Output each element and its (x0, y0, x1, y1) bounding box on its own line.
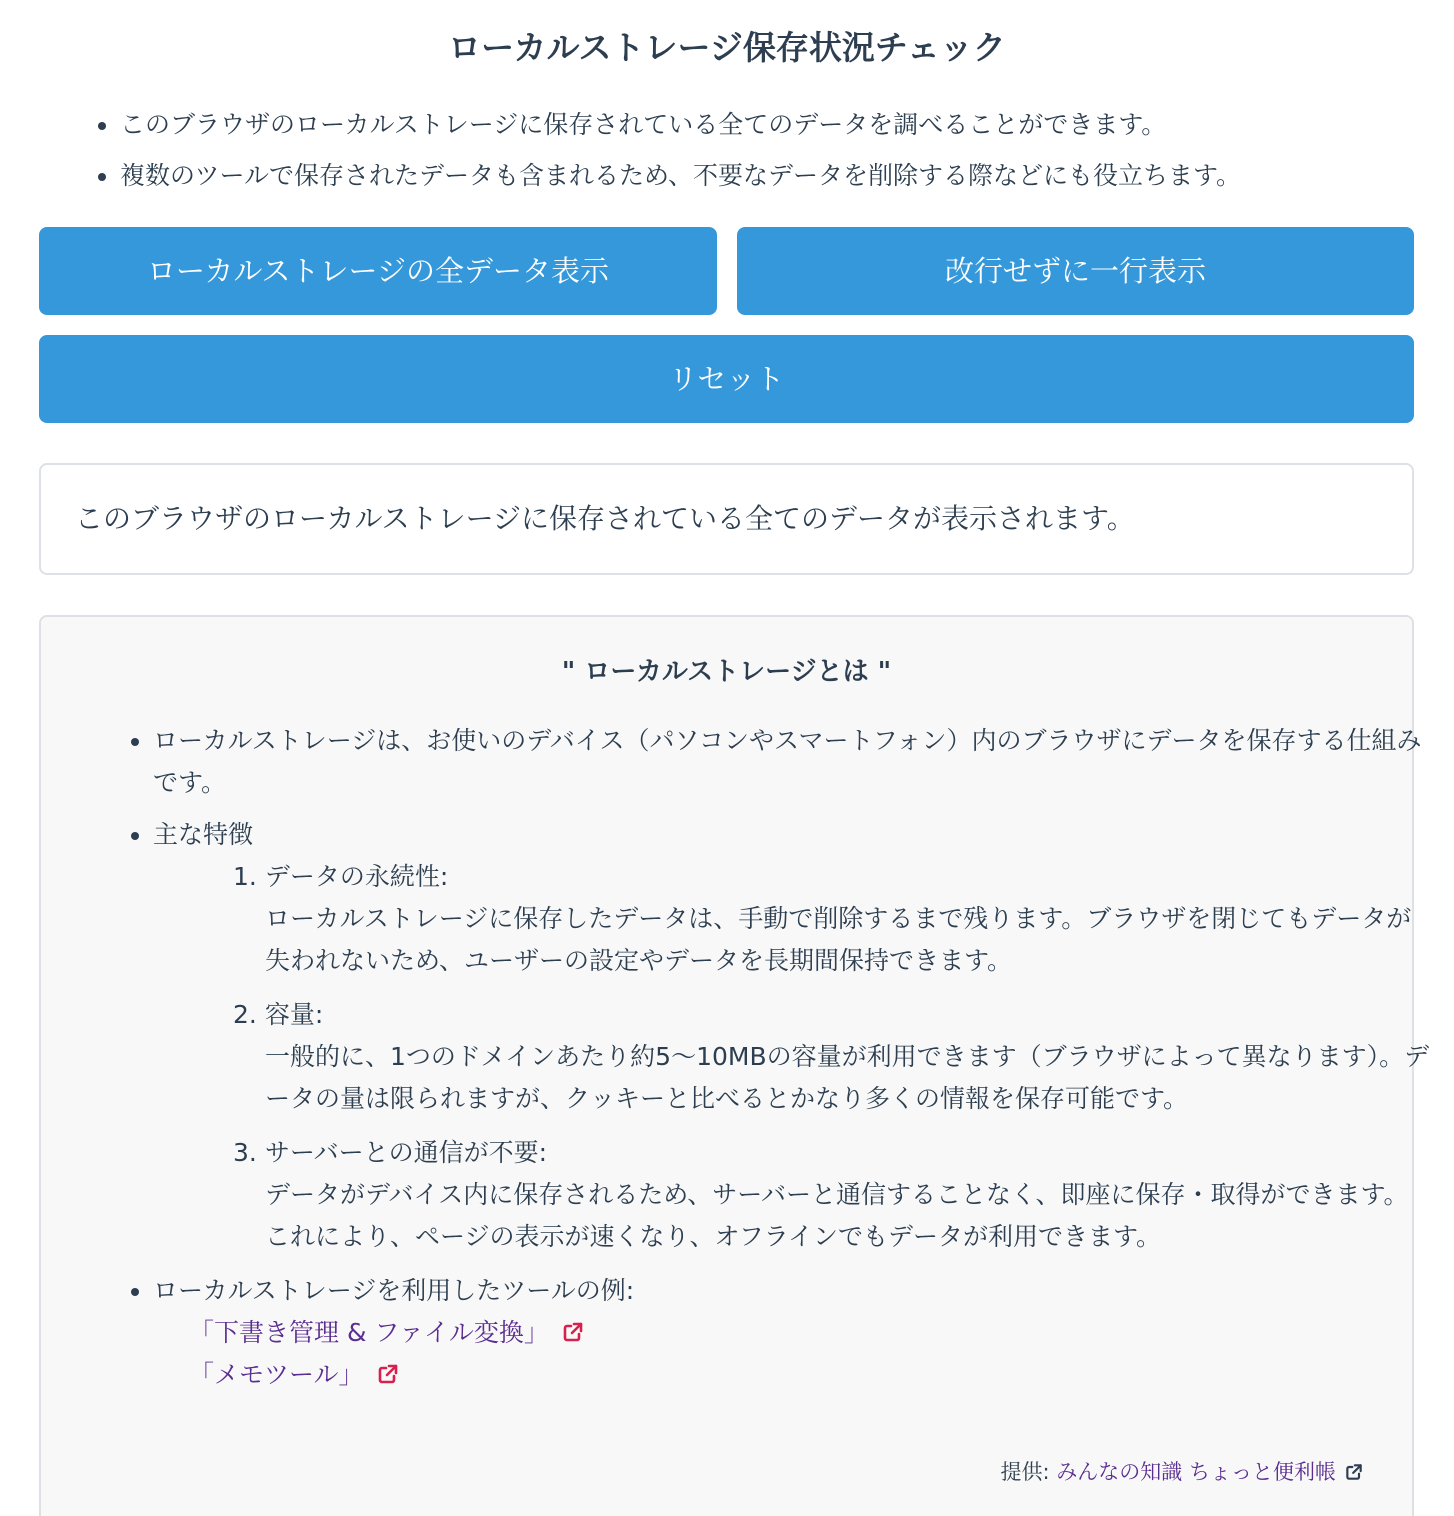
feature-item (233, 1132, 1431, 1258)
features-label: 主な特徴 (153, 820, 254, 849)
tools-label: ローカルストレージを利用したツールの例: (153, 1276, 635, 1305)
intro-list (76, 104, 1454, 206)
feature-heading (233, 1138, 547, 1167)
output-box (39, 463, 1414, 575)
external-link-icon (1344, 1462, 1364, 1482)
feature-heading (233, 1000, 323, 1029)
feature-body: 一般的に、1つのドメインあたり約5〜10MBの容量が利用できます（ブラウザによって異なります）。データの量は限られますが、クッキーと比べるとかなり多くの情報を保存可能です。 (265, 1042, 1430, 1113)
intro-item: • このブラウザのローカルストレージに保存されている全てのデータを調べることができます。 (120, 104, 1454, 146)
info-list (109, 720, 1431, 1406)
tool-links (153, 1312, 1431, 1396)
info-panel (39, 615, 1430, 1516)
definition-text: ローカルストレージは、お使いのデバイス（パソコンやスマートフォン）内のブラウザにデータを保存する仕組みです。 (153, 726, 1422, 797)
one-line-display-button[interactable]: 改行せずに一行表示 (737, 227, 1414, 315)
page-title: ローカルストレージ保存状況チェック (448, 28, 1006, 67)
intro-item: • 複数のツールで保存されたデータも含まれるため、不要なデータを削除する際などにも役立ちます。 (120, 155, 1454, 197)
tools-item (153, 1270, 1431, 1396)
credit-label: 提供: (1000, 1460, 1050, 1484)
credit-link-label: みんなの知識 ちょっと便利帳 (1056, 1460, 1336, 1484)
feature-body: ローカルストレージに保存したデータは、手動で削除するまで残ります。ブラウザを閉じてもデータが失われないため、ユーザーの設定やデータを長期間保持できます。 (265, 904, 1412, 975)
features-item (153, 814, 1431, 1258)
feature-number: 1. (233, 862, 257, 891)
feature-heading (233, 862, 448, 891)
tool-link-draft-manager[interactable] (189, 1312, 1431, 1354)
feature-item (233, 856, 1431, 982)
feature-title: サーバーとの通信が不要: (264, 1138, 547, 1167)
feature-body: データがデバイス内に保存されるため、サーバーと通信することなく、即座に保存・取得ができます。これにより、ページの表示が速くなり、オフラインでもデータが利用できます。 (265, 1180, 1409, 1251)
info-title: " ローカルストレージとは " (561, 657, 892, 687)
tool-link-label: 「メモツール」 (189, 1360, 364, 1389)
feature-number: 3. (233, 1138, 257, 1167)
definition-item (153, 720, 1431, 804)
feature-title: データの永続性: (264, 862, 449, 891)
output-text: このブラウザのローカルストレージに保存されている全てのデータが表示されます。 (75, 502, 1135, 535)
tool-link-label: 「下書き管理 & ファイル変換」 (189, 1318, 549, 1347)
credit (1001, 1457, 1364, 1487)
tool-link-memo[interactable] (189, 1354, 1431, 1396)
reset-button[interactable]: リセット (39, 335, 1414, 423)
feature-list (153, 856, 1431, 1258)
external-link-icon (376, 1362, 400, 1386)
credit-link[interactable] (1056, 1460, 1364, 1484)
feature-title: 容量: (264, 1000, 324, 1029)
external-link-icon (561, 1320, 585, 1344)
feature-number: 2. (233, 1000, 257, 1029)
feature-item (233, 994, 1431, 1120)
show-all-data-button[interactable]: ローカルストレージの全データ表示 (39, 227, 717, 315)
